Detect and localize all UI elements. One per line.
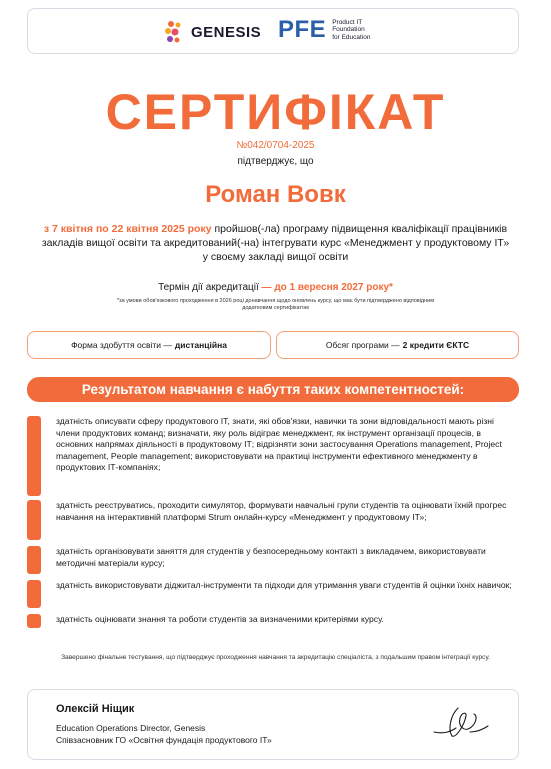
signature-block (27, 689, 519, 760)
pfe-logo (278, 17, 371, 43)
competencies-banner: Результатом навчання є набуття таких компетентностей: (27, 377, 519, 402)
competency-marker (27, 546, 41, 574)
term-label: Термін дії акредитації (158, 282, 259, 293)
program-period: з 7 квітня по 22 квітня 2025 року (43, 223, 212, 235)
genesis-dots-icon (163, 19, 189, 45)
competency-marker (27, 416, 41, 496)
certificate-title: СЕРТИФІКАТ (105, 84, 446, 140)
competency-item (27, 500, 519, 540)
genesis-logo (163, 21, 261, 43)
certificate-number: №042/0704-2025 (236, 140, 315, 151)
competency-marker (27, 500, 41, 540)
signatory-role-line: Співзасновник ГО «Освітня фундація продуктового ІТ» (56, 735, 272, 745)
competency-item (27, 614, 519, 628)
volume-label: Обсяг програми — (325, 340, 400, 350)
competency-item (27, 416, 519, 496)
recipient-name: Роман Вовк (205, 181, 346, 208)
volume-value: 2 кредити ЄКТС (402, 340, 470, 350)
genesis-wordmark: GENESIS (191, 23, 262, 41)
competency-text: здатність реєструватись, проходити симулятор, формувати навчальні групи студентів та оцінювати їхній прогрес навчання на інтерактивній платформі Strum онлайн-курсу «Менеджмент у продуктовому ІТ»; (56, 500, 507, 522)
pfe-desc-line: for Education (332, 33, 371, 41)
form-label: Форма здобуття освіти — (71, 340, 172, 350)
competency-text: здатність організовувати заняття для студентів у безпосередньому контакті з викладачем, використовувати методичні матеріали курсу; (56, 546, 486, 568)
competency-text: здатність описувати сферу продуктового ІТ, знати, які обов'язки, навички та зони відповідальності мають різні члени продуктових команд; визначати, яку роль відіграє менеджмент, як інструмент організації процесів, в основних напрямах діяльності в продуктовому ІТ; відрізняти зони застосування Operations management, Project management, People management; використовувати на практиці інструменти ефективного менеджменту в продуктових ІТ-компаніях; (56, 416, 502, 472)
pfe-desc-line: Foundation (332, 26, 365, 34)
header-logos (27, 8, 519, 54)
competency-marker (27, 580, 41, 608)
competency-text: здатність оцінювати знання та роботи студентів за визначеними критеріями курсу. (56, 614, 384, 624)
signature-icon (430, 702, 490, 742)
competency-text: здатність використовувати діджитал-інструменти та підходи для утримання уваги студентів й оцінки їхніх навичок; (56, 580, 512, 590)
education-form-pill (27, 331, 271, 359)
pfe-mark: PFE (278, 16, 327, 43)
competency-item (27, 546, 519, 574)
term-value: — до 1 вересня 2027 року* (258, 282, 393, 293)
pfe-desc-line: Product IT (332, 18, 363, 26)
competency-marker (27, 614, 41, 628)
form-value: дистанційна (174, 340, 227, 350)
signatory-role (56, 722, 272, 746)
closing-statement: Завершено фінальне тестування, що підтверджує проходження навчання та акредитацію спеціаліста, з подальшим правом інтеграції курсу. (61, 654, 490, 661)
confirms-text: підтверджує, що (237, 156, 314, 167)
program-description (40, 222, 511, 264)
competency-item (27, 580, 519, 608)
pfe-description (332, 19, 370, 42)
program-volume-pill (276, 331, 519, 359)
accreditation-term (0, 282, 551, 293)
signatory-role-line: Education Operations Director, Genesis (56, 723, 206, 733)
program-text: пройшов(-ла) програму підвищення кваліфікації працівників закладів вищої освіти та акредитований(-на) інтегрувати курс «Менеджмент у продуктовому ІТ» у своєму закладі вищої освіти (41, 223, 510, 263)
signatory-name: Олексій Ніщик (56, 703, 135, 715)
term-footnote: *за умови обов'язкового проходження в 2026 році донавчання щодо оновлень курсу, що має бути підтверджено відповідним додатковим сертифікатом (116, 298, 435, 311)
